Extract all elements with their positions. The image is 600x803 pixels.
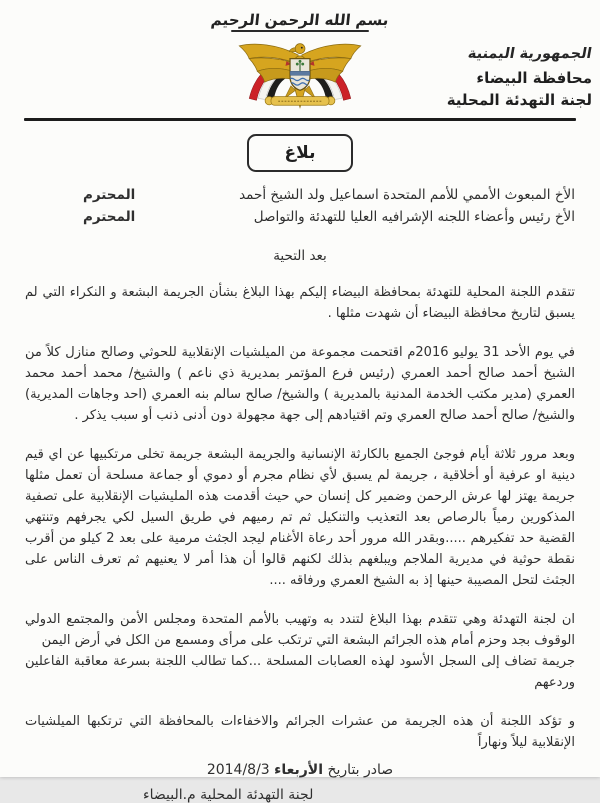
chest-shield <box>289 59 311 91</box>
issued-prefix: صادر بتاريخ <box>327 762 394 778</box>
addressee-block <box>25 184 575 228</box>
governorate-name: محافظة البيضاء <box>476 69 592 87</box>
body-paragraph: تتقدم اللجنة المحلية للتهدئة بمحافظة البيضاء إليكم بهذا البلاغ بشأن الجريمة البشعة و النكراء التي لم يسبق لتاريخ محافظة البيضاء أن شهدت مثلها . <box>25 285 575 321</box>
communique-title-box <box>247 134 353 172</box>
body-paragraph: في يوم الأحد 31 يوليو 2016م اقتحمت مجموعة من الميلشيات الإنقلابية للحوثي وصالح منازل كلاً من الشيخ أحمد صالح أحمد العمري (رئيس فرع المؤتمر بمديرية ذي ناعم ) والشيخ/ محمد أحمد محمد العمري (مدير مكتب الخدمة المدنية بالمديرية ) والشيخ/ صالح سالم بنه العمري (احد وجاهات المديرية) والشيخ/ صالح أحمد صالح العمري وتم اقتيادهم إلى جهة مجهولة دون أدنى ذنب أو سبب يذكر . <box>25 345 576 423</box>
letterhead-right-block <box>447 42 592 111</box>
honorific-label: المحترم <box>83 209 136 225</box>
addressee-row <box>25 206 575 228</box>
republic-name: الجمهورية اليمنية <box>467 46 594 62</box>
addressee-row <box>25 184 575 206</box>
signature-line: لجنة التهدئة المحلية م.البيضاء <box>143 787 314 803</box>
salutation-text: بعد التحية <box>273 248 327 264</box>
body-paragraph: جريمة تضاف إلى السجل الأسود لهذه العصابات المسلحة ...كما تطالب اللجنة بسرعة معاقبة الفاعلين وردعهم <box>25 654 575 690</box>
issued-day: الأربعاء <box>274 762 324 778</box>
addressee-text: الأخ رئيس وأعضاء اللجنه الإشرافيه العليا للتهدئة والتواصل <box>253 209 575 225</box>
divider-rule <box>24 118 576 121</box>
issued-date: 2014/8/3 <box>206 762 270 778</box>
eagle-wing-left <box>239 44 298 82</box>
bismillah-text: بسم الله الرحمن الرحيم <box>210 11 390 29</box>
scroll-ribbon <box>265 97 335 106</box>
calligraphy-flourish <box>231 30 369 32</box>
body-paragraph: ان لجنة التهدئة وهي تتقدم بهذا البلاغ لتندد به وتهيب بالأمم المتحدة ومجلس الأمن والمجتمع الدولي الوقوف بجد وحزم أمام هذه الجرائم البشعة التي ترتكب على مرأى ومسمع من الكل في أرض اليمن <box>25 612 575 648</box>
bismillah-calligraphy <box>0 10 600 32</box>
honorific-label: المحترم <box>83 187 136 203</box>
yemen-coat-of-arms-icon <box>232 36 368 116</box>
issued-line <box>25 762 575 778</box>
letter-body <box>25 130 575 803</box>
addressee-text: الأخ المبعوث الأممي للأمم المتحدة اسماعيل ولد الشيخ أحمد <box>239 187 575 203</box>
communique-title: بلاغ <box>284 143 316 163</box>
body-paragraph: وبعد مرور ثلاثة أيام فوجئ الجميع بالكارثة الإنسانية والجريمة البشعة جريمة تخلى مرتكبيها عن اي قيم دينية او عرفية أو أخلاقية ، جريمة لم يسبق لأي نظام مجرم أو دموي أو جماعة مسلحة أن تعمل مثلها جريمة يهتز لها عرش الرحمن وضمير كل إنسان حي حيث أقدمت هذه المليشيات الإنقلابية على تصفية المذكورين رمياً بالرصاص بعد التعذيب والتنكيل ثم تم رميهم في طريق السيل لكي يجرفهم وتنتهي القضية حد تفكيرهم .....وبقدر الله مرور أحد رعاة الأغنام ليجد الجثث مرمية على بعد 2 كيلو من أقرب نقطة حوثية في مديرية الملاجم ويبلغهم بذلك لكنهم قالوا أن هذا أمر لا يعنيهم ثم تعرف الناس على الجثث لتحل المصيبة حينها إذ به الشيخ العمري ورفاقه .... <box>25 447 575 588</box>
body-paragraph: و تؤكد اللجنة أن هذه الجريمة من عشرات الجرائم والاخفاءات بالمحافظة التي ترتكبها الميلشيات الإنقلابية ليلاً ونهاراً <box>25 714 575 750</box>
committee-name: لجنة التهدئة المحلية <box>446 91 592 109</box>
eagle-wing-right <box>302 44 361 82</box>
